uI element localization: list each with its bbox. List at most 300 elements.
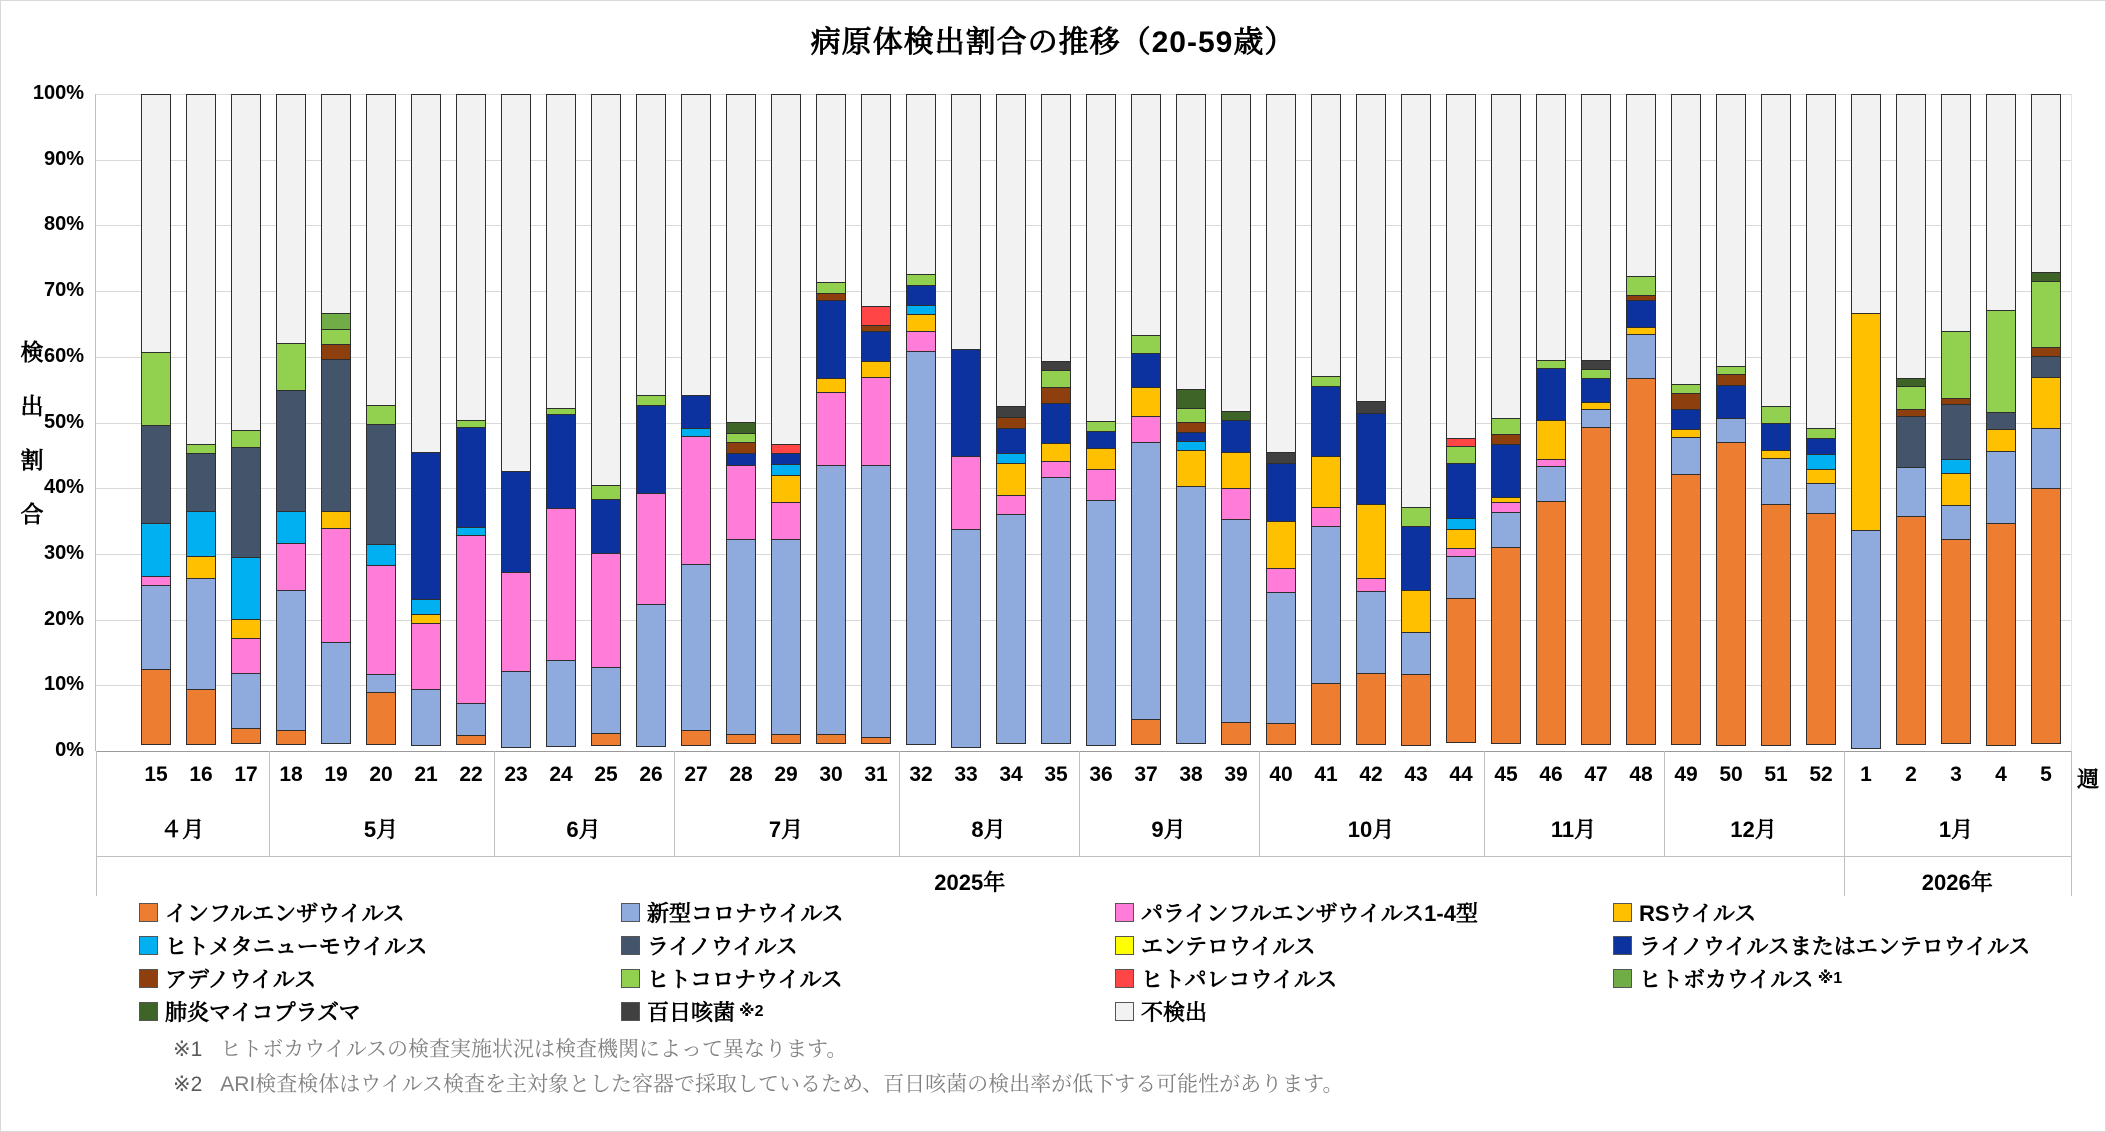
legend-swatch [1115, 903, 1134, 922]
month-divider [494, 751, 495, 856]
bar-segment [1446, 529, 1476, 549]
legend-item [1613, 930, 2030, 960]
year-label: 2026年 [1921, 870, 1993, 895]
y-tick-label: 40% [43, 476, 84, 499]
legend-item [139, 930, 427, 960]
bar-segment [1536, 94, 1566, 361]
stacked-bar-week-24 [546, 94, 576, 751]
week-label: 21 [414, 763, 438, 786]
bar-segment [1761, 504, 1791, 746]
bar-segment [411, 689, 441, 746]
bar-segment [1581, 378, 1611, 403]
month-divider [2071, 751, 2072, 856]
week-label: 16 [189, 763, 213, 786]
bar-segment [816, 378, 846, 392]
legend-label: ヒトパレコウイルス [1141, 966, 1338, 992]
bar-segment [1266, 463, 1296, 523]
month-label: 5月 [363, 817, 399, 842]
bar-segment [816, 94, 846, 283]
week-label: 20 [369, 763, 393, 786]
bar-segment [591, 485, 621, 500]
bar-segment [1671, 437, 1701, 476]
bar-segment [1401, 632, 1431, 675]
bar-segment [1401, 590, 1431, 633]
bar-segment [231, 94, 261, 431]
bar-segment [1671, 474, 1701, 745]
bar-segment [1041, 477, 1071, 744]
bar-segment [231, 557, 261, 619]
bar-segment [1221, 94, 1251, 412]
y-tick-label: 20% [43, 607, 84, 630]
bar-segment [456, 735, 486, 745]
bar-segment [1941, 404, 1971, 460]
bar-segment [1041, 403, 1071, 444]
bar-segment [1626, 378, 1656, 745]
bar-segment [1536, 501, 1566, 745]
legend-item [1613, 897, 1756, 927]
bar-segment [186, 556, 216, 579]
legend-item [139, 996, 361, 1026]
bar-segment [366, 544, 396, 566]
bar-segment [1491, 547, 1521, 744]
bar-segment [861, 331, 891, 361]
legend-item [621, 897, 844, 927]
bar-segment [591, 667, 621, 734]
legend-item [621, 930, 798, 960]
bar-segment [951, 529, 981, 748]
bar-segment [501, 671, 531, 748]
bar-segment [1311, 456, 1341, 509]
bar-segment [276, 343, 306, 391]
y-tick-label: 70% [43, 279, 84, 302]
bar-segment [1221, 420, 1251, 454]
bar-segment [321, 344, 351, 360]
bar-segment [2031, 94, 2061, 273]
stacked-bar-week-41 [1311, 94, 1341, 751]
bar-segment [1221, 722, 1251, 745]
bar-segment [1446, 446, 1476, 464]
stacked-bar-week-28 [726, 94, 756, 751]
stacked-bar-week-45 [1491, 94, 1521, 751]
bar-segment [636, 493, 666, 605]
bar-segment [1626, 94, 1656, 277]
stacked-bar-week-34 [996, 94, 1026, 751]
stacked-bar-week-40 [1266, 94, 1296, 751]
bar-segment [861, 361, 891, 379]
bar-segment [231, 638, 261, 674]
bar-segment [276, 511, 306, 544]
bar-segment [1086, 431, 1116, 449]
bar-segment [681, 730, 711, 746]
stacked-bar-week-35 [1041, 94, 1071, 751]
bar-segment [546, 660, 576, 747]
legend-label: 不検出 [1141, 999, 1208, 1025]
bar-segment [276, 543, 306, 590]
bar-segment [1041, 94, 1071, 362]
bar-segment [1131, 719, 1161, 745]
month-label: 11月 [1550, 817, 1597, 842]
bar-segment [1941, 94, 1971, 332]
stacked-bar-week-4 [1986, 94, 2016, 751]
bar-segment [726, 734, 756, 744]
bar-segment [816, 392, 846, 466]
bar-segment [1716, 442, 1746, 746]
bar-segment [1941, 539, 1971, 744]
bar-segment [1311, 94, 1341, 377]
plot-area [96, 94, 2071, 751]
bar-segment [411, 623, 441, 690]
y-tick-label: 80% [43, 213, 84, 236]
bar-segment [1536, 466, 1566, 501]
stacked-bar-week-22 [456, 94, 486, 751]
legend-label: ライノウイルスまたはエンテロウイルス [1639, 933, 2031, 959]
bar-segment [141, 585, 171, 670]
bar-segment [501, 94, 531, 472]
y-tick-label: 30% [43, 541, 84, 564]
bar-segment [1086, 500, 1116, 746]
legend-label: ライノウイルス [647, 933, 798, 959]
week-label: 38 [1179, 763, 1203, 786]
legend-swatch [1115, 936, 1134, 955]
bar-segment [186, 511, 216, 557]
bar-segment [1401, 94, 1431, 508]
bar-segment [321, 313, 351, 329]
y-tick-label: 50% [43, 410, 84, 433]
stacked-bar-week-46 [1536, 94, 1566, 751]
chart-title: 病原体検出割合の推移（20-59歳） [810, 26, 1296, 59]
bar-segment [1491, 418, 1521, 435]
bar-segment [1716, 418, 1746, 444]
bar-segment [1446, 463, 1476, 520]
bar-segment [1221, 452, 1251, 489]
bar-segment [1266, 521, 1296, 569]
legend-swatch [139, 936, 158, 955]
stacked-bar-week-50 [1716, 94, 1746, 751]
bar-segment [1851, 530, 1881, 749]
bar-segment [636, 604, 666, 747]
bar-segment [1131, 94, 1161, 336]
bar-segment [861, 377, 891, 466]
bar-segment [996, 495, 1026, 515]
bar-segment [1311, 386, 1341, 456]
week-label: 23 [504, 763, 528, 786]
week-label: 45 [1494, 763, 1518, 786]
bar-segment [186, 453, 216, 512]
bar-segment [186, 689, 216, 745]
bar-segment [1626, 300, 1656, 328]
stacked-bar-week-20 [366, 94, 396, 751]
bar-segment [276, 390, 306, 513]
bar-segment [366, 565, 396, 675]
bar-segment [456, 94, 486, 421]
week-label: 29 [774, 763, 798, 786]
bar-segment [1896, 467, 1926, 517]
month-divider [1844, 751, 1845, 856]
month-label: 10月 [1347, 817, 1395, 842]
footnote-mark: ※1 [173, 1038, 203, 1061]
bar-segment [186, 94, 216, 445]
bar-segment [1626, 334, 1656, 379]
stacked-bar-week-23 [501, 94, 531, 751]
week-label: 5 [2040, 763, 2052, 786]
bar-segment [1086, 448, 1116, 470]
legend-item [1115, 996, 1207, 1026]
y-axis-title-char: 合 [20, 501, 44, 527]
stacked-bar-week-52 [1806, 94, 1836, 751]
legend-swatch [621, 903, 640, 922]
footnote-text: ヒトボカウイルスの検査実施状況は検査機関によって異なります。 [220, 1038, 848, 1061]
month-label: ４月 [160, 817, 205, 842]
legend-swatch [621, 1002, 640, 1021]
month-row-border [96, 856, 2071, 857]
stacked-bar-week-21 [411, 94, 441, 751]
bar-segment [1446, 556, 1476, 599]
legend-label: RSウイルス [1639, 900, 1757, 926]
stacked-bar-week-43 [1401, 94, 1431, 751]
bar-segment [141, 352, 171, 426]
bar-segment [1266, 94, 1296, 453]
bar-segment [2031, 428, 2061, 489]
week-label: 41 [1314, 763, 1338, 786]
legend-label: 百日咳菌 [647, 999, 736, 1025]
stacked-bar-week-27 [681, 94, 711, 751]
week-label: 27 [684, 763, 708, 786]
month-label: 9月 [1151, 817, 1186, 842]
week-label: 37 [1134, 763, 1158, 786]
bar-segment [231, 673, 261, 729]
legend-swatch [139, 1002, 158, 1021]
bar-segment [636, 405, 666, 494]
bar-segment [1806, 94, 1836, 429]
legend-label: 新型コロナウイルス [647, 900, 844, 926]
week-label: 32 [909, 763, 933, 786]
bar-segment [2031, 281, 2061, 349]
stacked-bar-week-47 [1581, 94, 1611, 751]
legend-item [621, 963, 843, 993]
bar-segment [231, 447, 261, 559]
week-label: 24 [549, 763, 573, 786]
bar-segment [1986, 451, 2016, 523]
stacked-bar-week-33 [951, 94, 981, 751]
week-label: 42 [1359, 763, 1383, 786]
week-label: 52 [1809, 763, 1833, 786]
bar-segment [1941, 331, 1971, 399]
y-tick-label: 100% [32, 82, 84, 104]
legend-label: ヒトメタニューモウイルス [165, 933, 428, 959]
bar-segment [1986, 523, 2016, 746]
bar-segment [2031, 356, 2061, 378]
bar-segment [456, 703, 486, 736]
month-divider [1484, 751, 1485, 856]
bar-segment [681, 395, 711, 429]
week-label: 39 [1224, 763, 1248, 786]
axis-bottom [96, 751, 2071, 752]
legend-label: インフルエンザウイルス [165, 900, 405, 926]
bar-segment [366, 94, 396, 406]
bar-segment [1356, 578, 1386, 592]
stacked-bar-week-15 [141, 94, 171, 751]
bar-segment [546, 414, 576, 509]
bar-segment [321, 359, 351, 511]
bar-segment [141, 425, 171, 524]
month-divider [1079, 751, 1080, 856]
bar-segment [1851, 94, 1881, 314]
bar-segment [1041, 387, 1071, 403]
stacked-bar-week-26 [636, 94, 666, 751]
bar-segment [1491, 94, 1521, 419]
footnote-text: ARI検査検体はウイルス検査を主対象とした容器で採取しているため、百日咳菌の検出率が低下する可能性があります。 [220, 1073, 1344, 1096]
week-label: 18 [279, 763, 303, 786]
week-label: 19 [324, 763, 348, 786]
legend-swatch [139, 969, 158, 988]
week-label: 44 [1449, 763, 1473, 786]
legend-item [1115, 930, 1316, 960]
y-axis-title-char: 割 [20, 447, 44, 473]
bar-segment [1446, 598, 1476, 743]
bar-segment [1131, 335, 1161, 353]
legend-note: ※2 [739, 1003, 764, 1020]
bar-segment [1761, 406, 1791, 424]
bar-segment [816, 465, 846, 735]
legend-swatch [139, 903, 158, 922]
footnote [173, 1033, 847, 1063]
week-label: 3 [1950, 763, 1962, 786]
week-label: 25 [594, 763, 618, 786]
week-label: 17 [234, 763, 258, 786]
bar-segment [681, 436, 711, 565]
bar-segment [951, 94, 981, 350]
bar-segment [1806, 469, 1836, 484]
legend-swatch [621, 969, 640, 988]
week-label: 50 [1719, 763, 1743, 786]
bar-segment [276, 730, 306, 745]
stacked-bar-week-5 [2031, 94, 2061, 751]
bar-segment [1266, 723, 1296, 745]
bar-segment [1896, 386, 1926, 410]
week-label: 22 [459, 763, 483, 786]
week-label: 49 [1674, 763, 1698, 786]
week-label: 26 [639, 763, 663, 786]
bar-segment [1041, 443, 1071, 462]
bar-segment [321, 511, 351, 529]
bar-segment [1986, 310, 2016, 413]
bar-segment [1896, 94, 1926, 379]
bar-segment [2031, 377, 2061, 429]
bar-segment [1131, 416, 1161, 443]
bar-segment [1176, 450, 1206, 487]
bar-segment [591, 94, 621, 486]
bar-segment [681, 564, 711, 731]
bar-segment [861, 94, 891, 307]
bar-segment [996, 514, 1026, 744]
bar-segment [1536, 368, 1566, 421]
bar-segment [681, 94, 711, 396]
bar-segment [1266, 592, 1296, 725]
week-label: 15 [144, 763, 168, 786]
bar-segment [636, 94, 666, 396]
bar-segment [1176, 408, 1206, 423]
year-label: 2025年 [934, 870, 1006, 895]
bar-segment [1626, 276, 1656, 296]
bar-segment [1491, 444, 1521, 497]
legend-label: パラインフルエンザウイルス1-4型 [1141, 900, 1478, 926]
bar-segment [771, 539, 801, 735]
week-label: 1 [1860, 763, 1872, 786]
bar-segment [816, 734, 846, 744]
week-label: 2 [1905, 763, 1917, 786]
week-label: 46 [1539, 763, 1563, 786]
legend-item [621, 996, 763, 1026]
bar-segment [231, 619, 261, 639]
bar-segment [996, 463, 1026, 497]
axis-left [95, 94, 96, 751]
bar-segment [906, 314, 936, 332]
bar-segment [1131, 387, 1161, 417]
bar-segment [1986, 412, 2016, 430]
bar-segment [1086, 94, 1116, 422]
stacked-bar-week-32 [906, 94, 936, 751]
bar-segment [1176, 94, 1206, 390]
week-label: 35 [1044, 763, 1068, 786]
week-label: 47 [1584, 763, 1608, 786]
y-tick-label: 60% [43, 344, 84, 367]
week-label: 28 [729, 763, 753, 786]
stacked-bar-week-31 [861, 94, 891, 751]
legend-item [139, 897, 405, 927]
week-label: 30 [819, 763, 843, 786]
bar-segment [1671, 409, 1701, 430]
legend-note: ※1 [1817, 970, 1843, 987]
bar-segment [1806, 483, 1836, 514]
legend-swatch [1115, 969, 1134, 988]
stacked-bar-week-19 [321, 94, 351, 751]
y-tick-label: 10% [43, 673, 84, 696]
bar-segment [1896, 516, 1926, 745]
bar-segment [1941, 473, 1971, 505]
axis-right [2071, 94, 2072, 751]
stacked-bar-week-29 [771, 94, 801, 751]
bar-segment [1806, 438, 1836, 454]
bar-segment [1716, 385, 1746, 419]
bar-segment [861, 465, 891, 738]
bar-segment [951, 349, 981, 457]
week-label: 43 [1404, 763, 1428, 786]
bar-segment [1671, 94, 1701, 385]
week-label: 4 [1995, 763, 2007, 786]
stacked-bar-week-38 [1176, 94, 1206, 751]
bar-segment [456, 535, 486, 705]
legend-label: エンテロウイルス [1141, 933, 1316, 959]
week-label: 48 [1629, 763, 1653, 786]
week-label: 31 [864, 763, 888, 786]
month-divider [269, 751, 270, 856]
bar-segment [1941, 505, 1971, 540]
month-label: 8月 [971, 817, 1006, 842]
stacked-bar-week-25 [591, 94, 621, 751]
bar-segment [321, 94, 351, 314]
bar-segment [1401, 507, 1431, 527]
bar-segment [1401, 674, 1431, 746]
month-label: 12月 [1730, 817, 1777, 842]
bar-segment [726, 539, 756, 735]
bar-segment [546, 94, 576, 409]
stacked-bar-week-1 [1851, 94, 1881, 751]
legend-item [1115, 897, 1478, 927]
y-tick-label: 0% [55, 739, 84, 761]
bar-segment [366, 424, 396, 546]
month-divider [899, 751, 900, 856]
bar-segment [501, 471, 531, 572]
